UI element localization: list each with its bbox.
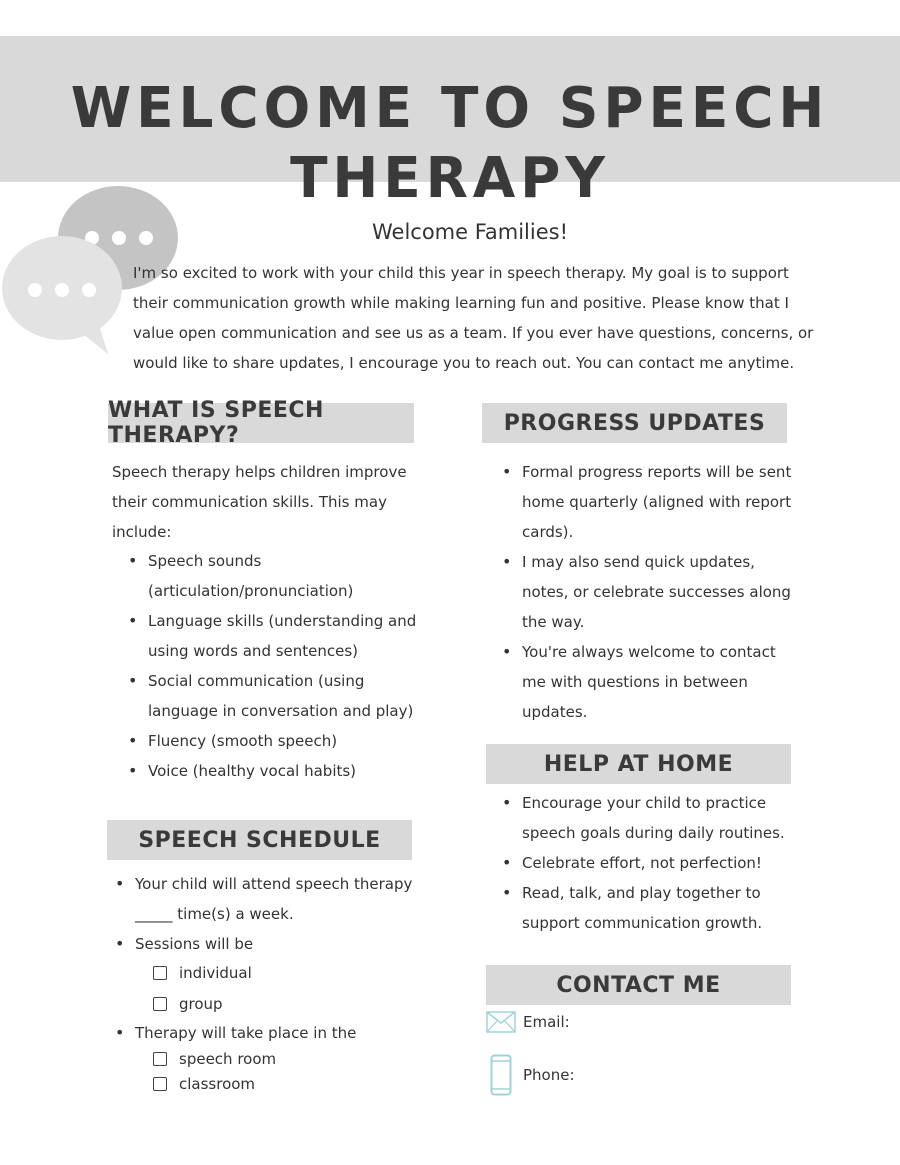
list-item: • Therapy will take place in the [115, 1018, 415, 1048]
checkbox-label: speech room [179, 1050, 277, 1068]
checkbox-square[interactable] [153, 1077, 167, 1091]
what-is-header-label: WHAT IS SPEECH THERAPY? [108, 398, 324, 448]
page-title: WELCOME TO SPEECH THERAPY [70, 76, 830, 211]
intro-paragraph: I'm so excited to work with your child this year in speech therapy. My goal is to support their communication growth while making learning fun and positive. Please know that I value open communication and see us as a team. If you ever have questions, concerns, or would like to share updates, I encourage you to reach out. You can contact me anytime. [133, 264, 814, 372]
checkbox-group[interactable] [153, 991, 223, 1017]
contact-email-row [486, 1011, 570, 1033]
list-item: • Sessions will be [115, 929, 415, 959]
checkbox-speech-room[interactable] [153, 1046, 276, 1072]
list-item: • Voice (healthy vocal habits) [128, 756, 418, 786]
list-item: • Fluency (smooth speech) [128, 726, 418, 756]
checkbox-label: group [179, 995, 223, 1013]
help-header-label: HELP AT HOME [543, 751, 734, 777]
list-item: • Read, talk, and play together to support communication growth. [502, 878, 802, 938]
progress-list [502, 457, 802, 727]
welcome-heading: Welcome Families! [372, 220, 568, 244]
schedule-list-2 [115, 1018, 415, 1048]
contact-phone-row [490, 1054, 575, 1096]
checkbox-square[interactable] [153, 997, 167, 1011]
what-is-list [128, 546, 418, 786]
checkbox-label: classroom [179, 1075, 256, 1093]
help-list [502, 788, 802, 938]
list-item: • Your child will attend speech therapy _____ time(s) a week. [115, 869, 415, 929]
title-banner [0, 36, 900, 211]
schedule-header [107, 820, 412, 860]
what-is-text: Speech therapy helps children improve their communication skills. This may include: [112, 463, 407, 541]
progress-header-label: PROGRESS UPDATES [503, 410, 766, 436]
checkbox-square[interactable] [153, 966, 167, 980]
phone-icon [490, 1054, 512, 1096]
envelope-icon [486, 1011, 516, 1033]
list-item: • Speech sounds (articulation/pronunciation) [128, 546, 418, 606]
help-header [486, 744, 791, 784]
schedule-list-1 [115, 869, 415, 959]
phone-label: Phone: [523, 1066, 575, 1084]
progress-header [482, 403, 787, 443]
contact-header-label: CONTACT ME [556, 972, 721, 998]
contact-header [486, 965, 791, 1005]
list-item: • Formal progress reports will be sent home quarterly (aligned with report cards). [502, 457, 802, 547]
checkbox-label: individual [179, 964, 252, 982]
what-is-header [108, 398, 414, 448]
list-item: • Encourage your child to practice speech goals during daily routines. [502, 788, 802, 848]
list-item: • Celebrate effort, not perfection! [502, 848, 802, 878]
email-label: Email: [523, 1013, 570, 1031]
checkbox-individual[interactable] [153, 960, 252, 986]
checkbox-square[interactable] [153, 1052, 167, 1066]
list-item: • Social communication (using language in conversation and play) [128, 666, 418, 726]
checkbox-classroom[interactable] [153, 1071, 255, 1097]
list-item: • I may also send quick updates, notes, or celebrate successes along the way. [502, 547, 802, 637]
list-item: • Language skills (understanding and using words and sentences) [128, 606, 418, 666]
schedule-header-label: SPEECH SCHEDULE [138, 827, 381, 853]
list-item: • You're always welcome to contact me with questions in between updates. [502, 637, 802, 727]
